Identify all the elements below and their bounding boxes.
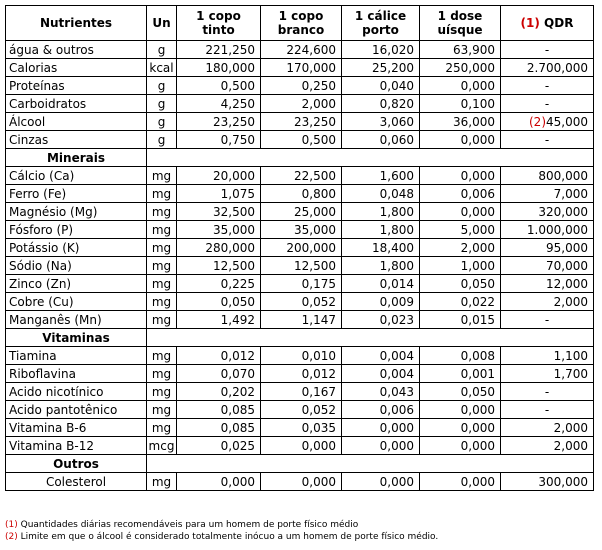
nutrient-unit: kcal (147, 59, 177, 77)
nutrient-unit: g (147, 41, 177, 59)
table-row (6, 167, 594, 185)
nutrient-unit: mg (147, 167, 177, 185)
qdr-value: - (501, 401, 594, 419)
qdr-value: 7,000 (501, 185, 594, 203)
section-filler (147, 149, 594, 167)
nutrient-value-col2: 0,052 (261, 401, 342, 419)
qdr-note-mark: (1) (520, 16, 540, 30)
nutrient-value-col3: 1,600 (342, 167, 420, 185)
nutrient-value-col2: 200,000 (261, 239, 342, 257)
nutrient-name: Zinco (Zn) (6, 275, 147, 293)
nutrient-unit: mg (147, 185, 177, 203)
header-unit: Un (147, 6, 177, 41)
nutrient-value-col3: 18,400 (342, 239, 420, 257)
qdr-value: - (501, 95, 594, 113)
qdr-value: - (501, 131, 594, 149)
nutrient-name: Álcool (6, 113, 147, 131)
nutrient-value-col2: 0,250 (261, 77, 342, 95)
nutrient-value-col1: 0,070 (177, 365, 261, 383)
nutrient-value-col4: 0,000 (420, 419, 501, 437)
header-qdr (501, 6, 594, 41)
nutrient-value-col4: 0,000 (420, 437, 501, 455)
nutrient-unit: mg (147, 239, 177, 257)
nutrient-value-col3: 0,004 (342, 347, 420, 365)
nutrient-value-col2: 12,500 (261, 257, 342, 275)
nutrient-value-col2: 35,000 (261, 221, 342, 239)
nutrient-value-col4: 0,000 (420, 131, 501, 149)
qdr-value: 12,000 (501, 275, 594, 293)
nutrient-value-col2: 2,000 (261, 95, 342, 113)
section-vitaminas: Vitaminas (6, 329, 147, 347)
nutrient-value-col2: 25,000 (261, 203, 342, 221)
nutrient-value-col4: 0,000 (420, 401, 501, 419)
nutrient-value-col3: 0,000 (342, 437, 420, 455)
nutrient-name: Carboidratos (6, 95, 147, 113)
nutrient-value-col3: 1,800 (342, 257, 420, 275)
qdr-value: - (501, 77, 594, 95)
footnote-2 (5, 531, 438, 543)
section-filler (147, 329, 594, 347)
section-row (6, 455, 594, 473)
nutrient-value-col3: 0,009 (342, 293, 420, 311)
table-row (6, 95, 594, 113)
section-outros: Outros (6, 455, 147, 473)
nutrient-name: Proteínas (6, 77, 147, 95)
table-row (6, 113, 594, 131)
nutrient-value-col3: 1,800 (342, 221, 420, 239)
qdr-value: 800,000 (501, 167, 594, 185)
table-row (6, 185, 594, 203)
qdr-value: 95,000 (501, 239, 594, 257)
nutrition-table (5, 5, 594, 491)
nutrient-value-col4: 250,000 (420, 59, 501, 77)
nutrient-value-col1: 12,500 (177, 257, 261, 275)
nutrient-value-col2: 1,147 (261, 311, 342, 329)
nutrient-value-col4: 1,000 (420, 257, 501, 275)
nutrient-unit: mg (147, 365, 177, 383)
qdr-value: 2,000 (501, 419, 594, 437)
qdr-value: 70,000 (501, 257, 594, 275)
nutrient-value-col1: 0,025 (177, 437, 261, 455)
nutrient-unit: mg (147, 311, 177, 329)
nutrient-value-col1: 35,000 (177, 221, 261, 239)
nutrient-value-col2: 170,000 (261, 59, 342, 77)
qdr-value: - (501, 383, 594, 401)
footnote-2-mark: (2) (5, 532, 18, 542)
nutrient-name: Acido nicotínico (6, 383, 147, 401)
nutrient-value-col1: 23,250 (177, 113, 261, 131)
nutrient-value-col4: 5,000 (420, 221, 501, 239)
nutrient-value-col1: 0,225 (177, 275, 261, 293)
table-row (6, 41, 594, 59)
nutrient-value-col2: 0,167 (261, 383, 342, 401)
nutrient-value-col2: 0,010 (261, 347, 342, 365)
nutrient-value-col2: 23,250 (261, 113, 342, 131)
table-row (6, 221, 594, 239)
nutrient-value-col4: 0,006 (420, 185, 501, 203)
nutrient-value-col3: 0,060 (342, 131, 420, 149)
nutrient-unit: mg (147, 401, 177, 419)
table-row (6, 437, 594, 455)
nutrient-unit: g (147, 131, 177, 149)
table-row (6, 257, 594, 275)
table-body (6, 41, 594, 491)
nutrient-value-col4: 36,000 (420, 113, 501, 131)
nutrient-value-col1: 0,050 (177, 293, 261, 311)
qdr-value: 1,700 (501, 365, 594, 383)
qdr-value (501, 113, 594, 131)
nutrient-name: Colesterol (6, 473, 147, 491)
nutrient-value-col3: 0,040 (342, 77, 420, 95)
nutrient-value-col1: 0,500 (177, 77, 261, 95)
nutrient-name: água & outros (6, 41, 147, 59)
table-row (6, 365, 594, 383)
section-minerais: Minerais (6, 149, 147, 167)
nutrient-value-col2: 0,800 (261, 185, 342, 203)
qdr-value: 320,000 (501, 203, 594, 221)
nutrient-value-col4: 63,900 (420, 41, 501, 59)
nutrient-value-col1: 0,750 (177, 131, 261, 149)
nutrient-value-col4: 0,000 (420, 167, 501, 185)
qdr-value: 2,000 (501, 293, 594, 311)
table-row (6, 77, 594, 95)
nutrient-value-col1: 0,202 (177, 383, 261, 401)
qdr-value: 2,000 (501, 437, 594, 455)
qdr-value: 1,100 (501, 347, 594, 365)
nutrient-value-col1: 0,000 (177, 473, 261, 491)
qdr-value-text: 45,000 (546, 114, 588, 129)
nutrient-value-col1: 0,085 (177, 401, 261, 419)
nutrient-value-col4: 0,008 (420, 347, 501, 365)
nutrient-value-col2: 224,600 (261, 41, 342, 59)
nutrient-name: Riboflavina (6, 365, 147, 383)
nutrient-value-col1: 32,500 (177, 203, 261, 221)
nutrient-name: Tiamina (6, 347, 147, 365)
nutrient-value-col2: 0,012 (261, 365, 342, 383)
nutrient-value-col4: 0,001 (420, 365, 501, 383)
footnote-1 (5, 519, 438, 531)
nutrient-unit: mg (147, 473, 177, 491)
header-col2: 1 copo branco (261, 6, 342, 41)
nutrient-unit: g (147, 113, 177, 131)
header-col1: 1 copo tinto (177, 6, 261, 41)
header-col4: 1 dose uísque (420, 6, 501, 41)
footnote-1-text: Quantidades diárias recomendáveis para um homem de porte físico médio (20, 520, 359, 530)
nutrient-value-col1: 1,075 (177, 185, 261, 203)
table-row (6, 347, 594, 365)
nutrient-value-col2: 0,052 (261, 293, 342, 311)
nutrient-unit: mg (147, 383, 177, 401)
nutrient-value-col4: 0,000 (420, 473, 501, 491)
nutrient-value-col3: 0,014 (342, 275, 420, 293)
nutrient-unit: g (147, 77, 177, 95)
table-row (6, 473, 594, 491)
nutrient-unit: mg (147, 347, 177, 365)
nutrient-value-col1: 280,000 (177, 239, 261, 257)
nutrient-value-col3: 0,043 (342, 383, 420, 401)
table-row (6, 293, 594, 311)
nutrient-value-col2: 0,035 (261, 419, 342, 437)
table-row (6, 383, 594, 401)
qdr-value: 300,000 (501, 473, 594, 491)
nutrient-value-col4: 0,100 (420, 95, 501, 113)
nutrient-name: Magnésio (Mg) (6, 203, 147, 221)
nutrient-value-col1: 180,000 (177, 59, 261, 77)
nutrient-unit: mg (147, 257, 177, 275)
section-filler (147, 455, 594, 473)
qdr-value: 2.700,000 (501, 59, 594, 77)
nutrient-value-col3: 0,000 (342, 473, 420, 491)
nutrient-value-col1: 20,000 (177, 167, 261, 185)
header-col3: 1 cálice porto (342, 6, 420, 41)
nutrient-unit: mg (147, 221, 177, 239)
nutrient-value-col3: 0,000 (342, 419, 420, 437)
table-row (6, 275, 594, 293)
footnotes (5, 519, 438, 543)
section-row (6, 149, 594, 167)
nutrient-value-col1: 1,492 (177, 311, 261, 329)
table-row (6, 203, 594, 221)
nutrient-value-col3: 16,020 (342, 41, 420, 59)
nutrient-value-col2: 0,000 (261, 473, 342, 491)
nutrient-name: Acido pantotênico (6, 401, 147, 419)
nutrient-value-col3: 0,004 (342, 365, 420, 383)
qdr-value: - (501, 41, 594, 59)
nutrient-value-col4: 0,000 (420, 203, 501, 221)
nutrient-name: Vitamina B-6 (6, 419, 147, 437)
nutrient-unit: mg (147, 419, 177, 437)
nutrient-name: Cálcio (Ca) (6, 167, 147, 185)
nutrient-name: Sódio (Na) (6, 257, 147, 275)
header-row (6, 6, 594, 41)
nutrient-value-col4: 0,000 (420, 77, 501, 95)
nutrient-value-col1: 4,250 (177, 95, 261, 113)
nutrition-table-container (5, 5, 595, 500)
nutrient-unit: mg (147, 293, 177, 311)
nutrient-value-col2: 0,000 (261, 437, 342, 455)
nutrient-unit: mg (147, 203, 177, 221)
qdr-value: - (501, 311, 594, 329)
nutrient-value-col2: 0,500 (261, 131, 342, 149)
nutrient-value-col3: 0,023 (342, 311, 420, 329)
nutrient-name: Ferro (Fe) (6, 185, 147, 203)
footnote-1-mark: (1) (5, 520, 18, 530)
nutrient-unit: mg (147, 275, 177, 293)
table-row (6, 311, 594, 329)
table-row (6, 419, 594, 437)
nutrient-value-col3: 1,800 (342, 203, 420, 221)
nutrient-value-col3: 3,060 (342, 113, 420, 131)
qdr-value-note-mark: (2) (529, 114, 546, 129)
nutrient-name: Fósforo (P) (6, 221, 147, 239)
nutrient-value-col4: 0,022 (420, 293, 501, 311)
nutrient-name: Cobre (Cu) (6, 293, 147, 311)
nutrient-value-col1: 0,012 (177, 347, 261, 365)
nutrient-value-col1: 0,085 (177, 419, 261, 437)
header-nutrientes: Nutrientes (6, 6, 147, 41)
nutrient-value-col3: 25,200 (342, 59, 420, 77)
qdr-label: QDR (544, 16, 574, 30)
nutrient-value-col4: 2,000 (420, 239, 501, 257)
section-row (6, 329, 594, 347)
nutrient-value-col2: 22,500 (261, 167, 342, 185)
nutrient-name: Cinzas (6, 131, 147, 149)
nutrient-unit: mcg (147, 437, 177, 455)
nutrient-value-col4: 0,050 (420, 383, 501, 401)
nutrient-unit: g (147, 95, 177, 113)
nutrient-value-col3: 0,820 (342, 95, 420, 113)
nutrient-value-col3: 0,048 (342, 185, 420, 203)
nutrient-name: Calorias (6, 59, 147, 77)
footnote-2-text: Limite em que o álcool é considerado totalmente inócuo a um homem de porte físico médio. (20, 532, 439, 542)
nutrient-value-col2: 0,175 (261, 275, 342, 293)
table-row (6, 401, 594, 419)
nutrient-name: Vitamina B-12 (6, 437, 147, 455)
table-row (6, 239, 594, 257)
table-row (6, 59, 594, 77)
nutrient-name: Manganês (Mn) (6, 311, 147, 329)
table-row (6, 131, 594, 149)
nutrient-value-col3: 0,006 (342, 401, 420, 419)
nutrient-value-col1: 221,250 (177, 41, 261, 59)
qdr-value: 1.000,000 (501, 221, 594, 239)
nutrient-value-col4: 0,050 (420, 275, 501, 293)
nutrient-name: Potássio (K) (6, 239, 147, 257)
nutrient-value-col4: 0,015 (420, 311, 501, 329)
